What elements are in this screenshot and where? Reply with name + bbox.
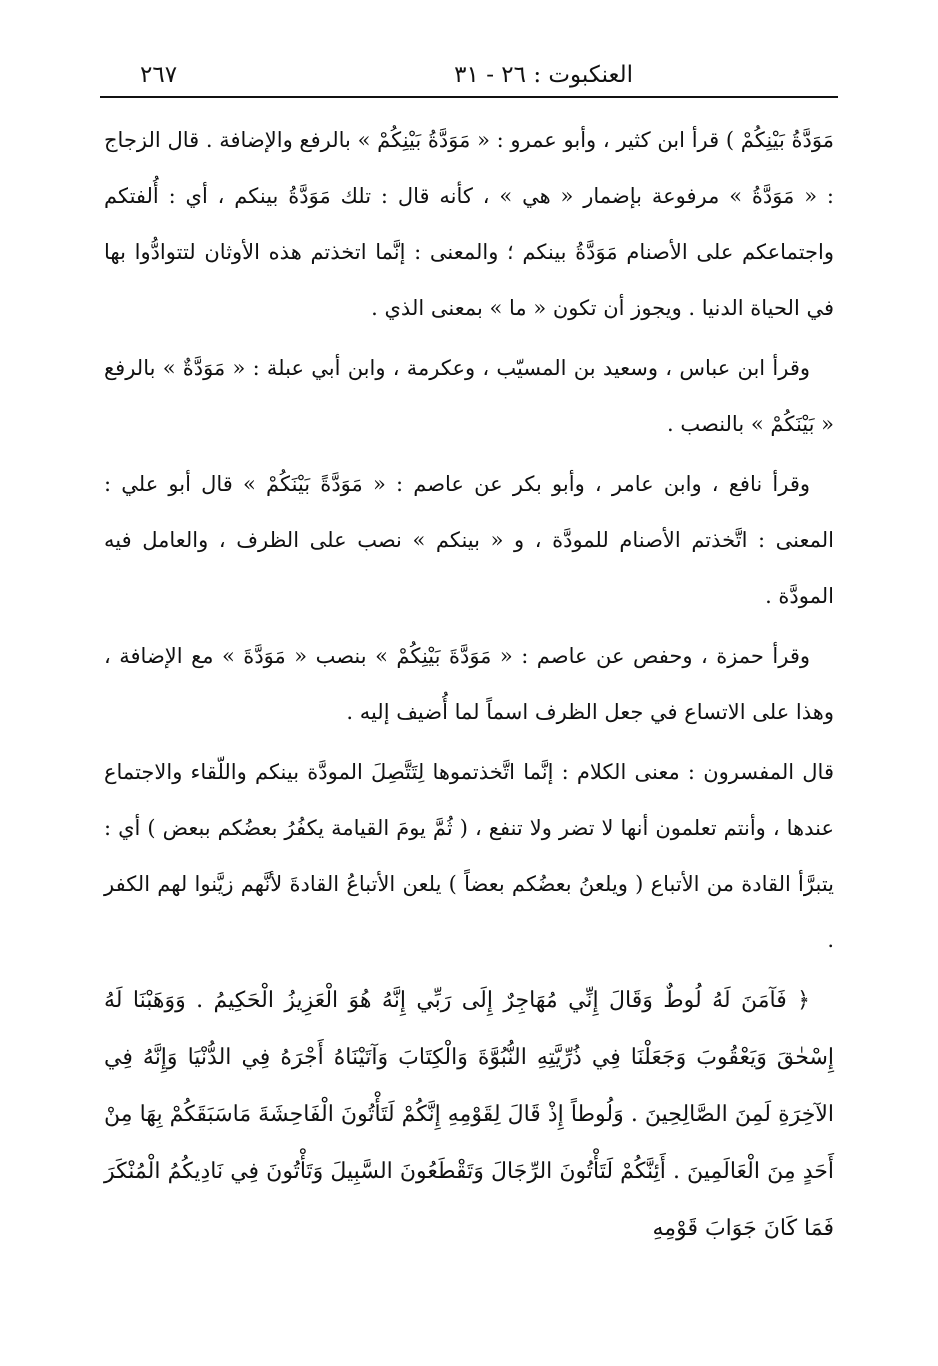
verse-open-ornament: ﴿ xyxy=(797,988,810,1013)
page-number: ٢٦٧ xyxy=(140,62,178,88)
page-body xyxy=(104,112,834,1257)
chapter-reference: العنكبوت : ٢٦ - ٣١ xyxy=(454,62,633,88)
quran-verse-text: فَآمَنَ لَهُ لُوطٌ وَقَالَ إِنِّي مُهَاجِرٌ إِلَى رَبِّي إِنَّهُ هُوَ الْعَزِيزُ الْحَكِيمُ . وَوَهَبْنَا لَهُ إِسْحٰقَ وَيَعْقُوبَ وَجَعَلْنَا فِي ذُرِّيَّتِهِ النُّبُوَّةَ وَالْكِتَابَ وَآتَيْنَاهُ أَجْرَهُ فِي الدُّنْيَا وَإِنَّهُ فِي الآخِرَةِ لَمِنَ الصَّالِحِينَ . وَلُوطاً إِذْ قَالَ لِقَوْمِهِ إِنَّكُمْ لَتَأْتُونَ الْفَاحِشَةَ مَاسَبَقَكُمْ بِهَا مِنْ أَحَدٍ مِنَ الْعَالَمِينَ . أَئِنَّكُمْ لَتَأْتُونَ الرِّجَالَ وَتَقْطَعُونَ السَّبِيلَ وَتَأْتُونَ فِي نَادِيكُمُ الْمُنْكَرَ فَمَا كَانَ جَوَابَ قَوْمِهِ xyxy=(104,988,834,1241)
quran-verse-block xyxy=(104,972,834,1257)
paragraph: وقرأ حمزة ، وحفص عن عاصم : « مَوَدَّةَ بَيْنِكُمْ » بنصب « مَوَدَّةَ » مع الإضافة ، وهذا على الاتساع في جعل الظرف اسماً لما أُضيف إليه . xyxy=(104,644,834,724)
page-header xyxy=(100,62,838,98)
paragraph: مَوَدَّةُ بَيْنِكُمْ ) قرأ ابن كثير ، وأبو عمرو : « مَوَدَّةُ بَيْنِكُمْ » بالرفع والإضافة . قال الزجاج : « مَوَدَّةُ » مرفوعة بإضمار « هي » ، كأنه قال : تلك مَوَدَّةُ بينكم ، أي : أُلفتكم واجتماعكم على الأصنام مَوَدَّةُ بينكم ؛ والمعنى : إنَّما اتخذتم هذه الأوثان لتتوادُّوا بها في الحياة الدنيا . ويجوز أن تكون « ما » بمعنى الذي . xyxy=(104,128,834,320)
paragraph: وقرأ نافع ، وابن عامر ، وأبو بكر عن عاصم : « مَوَدَّةً بَيْنَكُمْ » قال أبو علي : المعنى : اتَّخذتم الأصنام للمودَّة ، و « بينكم » نصب على الظرف ، والعامل فيه المودَّة . xyxy=(104,472,834,608)
paragraph: قال المفسرون : معنى الكلام : إنَّما اتَّخذتموها لِتَتَّصِلَ المودَّة بينكم واللّقاء والاجتماع عندها ، وأنتم تعلمون أنها لا تضر ولا تنفع ، ( ثُمَّ يومَ القيامة يكفُرُ بعضُكم ببعض ) أي : يتبرَّأ القادة من الأتباع ( ويلعنُ بعضُكم بعضاً ) يلعن الأتباعُ القادةَ لأنَّهم زيَّنوا لهم الكفر . xyxy=(104,760,834,952)
paragraph: وقرأ ابن عباس ، وسعيد بن المسيّب ، وعكرمة ، وابن أبي عبلة : « مَوَدَّةٌ » بالرفع « بَيْنَكُمْ » بالنصب . xyxy=(104,356,834,436)
